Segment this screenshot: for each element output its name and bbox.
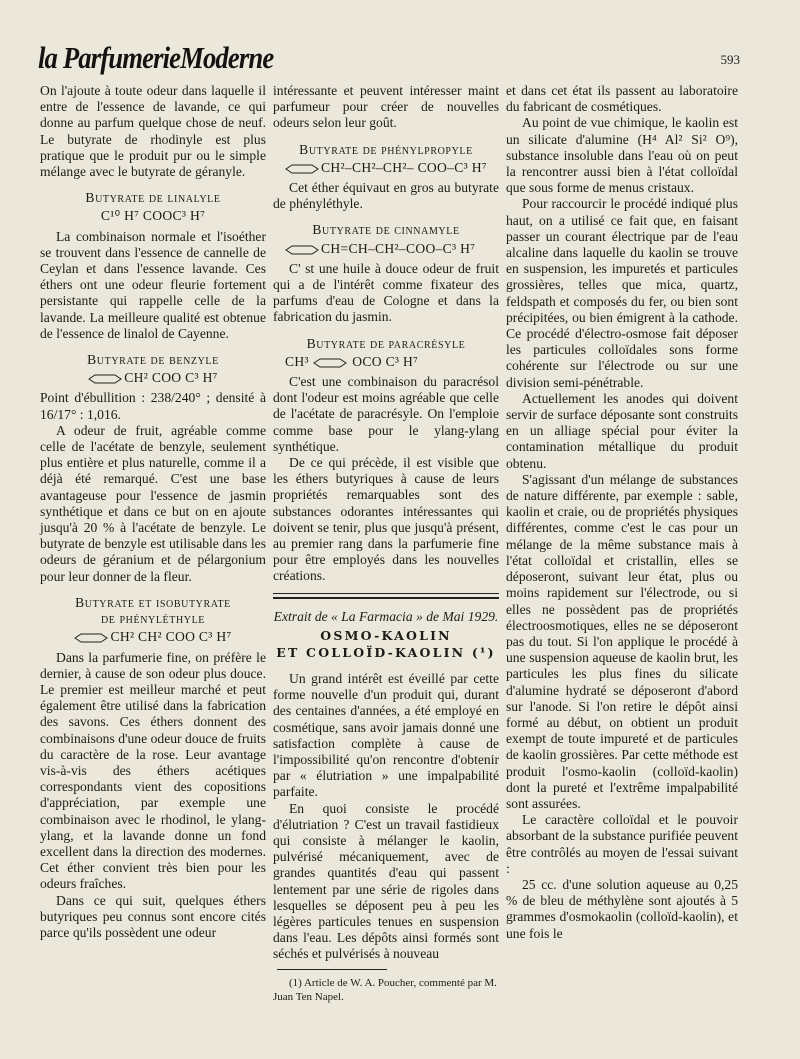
column-1 (40, 83, 266, 941)
benzene-ring-icon (285, 245, 319, 255)
column-3 (506, 83, 738, 942)
column-2 (273, 83, 499, 1004)
paragraph: Dans ce qui suit, quelques éthers butyriques peu connus sont encore cités parce qu'ils possèdent une odeur (40, 892, 266, 940)
benzene-ring-icon (74, 633, 108, 643)
paragraph: C'est une combinaison du paracrésol dont l'odeur est moins agréable que celle de l'acétate de paracrésyle. On l'emploie comme base pour le ylang-ylang synthétique. (273, 374, 499, 454)
paragraph: Au point de vue chimique, le kaolin est un silicate d'alumine (H⁴ Al² Si² O⁹), substance insoluble dans l'eau où on peut la rencontrer aussi bien à l'état colloïdal que sous forme de menus cristaux. (506, 115, 738, 196)
section-heading: Butyrate et isobutyrate (75, 594, 231, 610)
paragraph: En quoi consiste le procédé d'élutriation ? C'est un travail fastidieux qui consiste à mélanger le kaolin, pulvérisé mécaniquement, avec de grandes quantités d'eau qui passent lentement par une série de rigoles dans lesquelles se déposent peu à peu les légères particules tenues en suspension dans l'eau. Les dépôts ainsi formés sont séchés et pulvérisés à nouveau (273, 800, 499, 962)
chemical-formula-row (273, 241, 499, 257)
paragraph: Un grand intérêt est éveillé par cette forme nouvelle d'un produit qui, durant des centaines d'années, a été employé en cosmétique, sans avoir jamais donné une satisfaction complète à cause de l'impossibilité qu'on rencontre d'obtenir par « élutriation » une impalpabilité parfaite. (273, 670, 499, 800)
article-title (273, 627, 499, 661)
paragraph: A odeur de fruit, agréable comme celle de l'acétate de benzyle, seulement plus entière et plus naturelle, comme il a déjà été remarqué. C'est une base avantageuse pour l'essence de jasmin synthétique et dans ce but on en ajoute jusqu'à 20 % à l'acétate de benzyle. Le butyrate de benzyle est utilisable dans les odeurs de géranium et de pélargonium pour leur donner de la fleur. (40, 422, 266, 584)
chemical-formula: CH=CH–CH²–COO–C³ H⁷ (321, 240, 476, 256)
paragraph: Dans la parfumerie fine, on préfère le dernier, à cause de son odeur plus douce. Le premier est meilleur marché et peut également être utilisé dans la fabrication des savons. Ces éthers donnent des combinaisons d'une odeur douce de fruits du caractère de la rose. Leur avantage vis-à-vis des éthers acétiques correspondants vient des copositions d'appréciation, par exemple une combinaison avec le rhodinol, le ylang-ylang, et la lavande donne un fond excellent dans la direction des modernes. Cet éther convient très bien pour les odeurs fraîches. (40, 649, 266, 892)
benzene-ring-icon (88, 374, 122, 384)
section-heading: Butyrate de benzyle (87, 352, 219, 368)
paragraph: S'agissant d'un mélange de substances de nature différente, par exemple : sable, kaolin et craie, ou de propriétés physiques différentes, comme c'est le cas pour un mélange de la même substance mais à l'état colloïdal et cristallin, elles se déposeront, suivant leur état, plus ou moins rapidement sur l'électrode, ou si elles ne possèdent pas de propriétés électroosmotiques, elles ne se déposeront pas du tout. Si l'on applique le procédé à une suspension aqueuse de kaolin brut, les particules les plus fines du silicate d'alumine hydraté se déposeront d'abord sur l'anode. Si l'on retire le dépôt ainsi formé au début, on obtient un produit exempt de toute impureté et de particules de kaolin grossières. Par cette méthode est produit l'osmo-kaolin (colloïd-kaolin) dont la pureté et l'extrême impalpabilité sont assurées. (506, 471, 738, 811)
paragraph: Point d'ébullition : 238/240° ; densité à 16/17° : 1,016. (40, 390, 266, 422)
chemical-formula-row (273, 354, 499, 370)
chemical-formula: CH²–CH²–CH²– COO–C³ H⁷ (321, 159, 487, 175)
paragraph: et dans cet état ils passent au laboratoire du fabricant de cosmétiques. (506, 83, 738, 115)
paragraph: intéressante et peuvent intéresser maint parfumeur pour créer de nouvelles odeurs selon leur goût. (273, 83, 499, 131)
chemical-formula-row (273, 160, 499, 176)
benzene-ring-icon (285, 164, 319, 174)
paragraph: Pour raccourcir le procédé indiqué plus haut, on a utilisé ce fait que, en faisant passer un courant électrique par de l'eau alcaline dans laquelle du kaolin se trouve en suspension, les impuretés et particules grossières, telles que mica, quartz, feldspath et composés du fer, ou bien sont précipitées, ou bien émigrent à la cathode. Ce procédé d'électro-osmose fait déposer les particules colloïdales sons forme cohérente sur l'électrode ou sur une division semi-pénétrable. (506, 196, 738, 390)
masthead-logo: la ParfumerieModerne (38, 40, 274, 75)
paragraph: Le caractère colloïdal et le pouvoir absorbant de la substance purifiée peuvent être contrôlés au moyen de l'essai suivant : (506, 812, 738, 876)
section-heading: Butyrate de paracrésyle (306, 335, 466, 351)
paragraph: On l'ajoute à toute odeur dans laquelle il entre de l'essence de lavande, ce qui donne au parfum quelque chose de neuf. Le butyrate de rhodinyle est plus pratique que le produit pur ou le simple mélange avec le butyrate de géranyle. (40, 83, 266, 180)
chemical-formula-row (40, 629, 266, 645)
article-title-line: ET COLLOÏD-KAOLIN (¹) (276, 644, 496, 660)
paragraph: C' st une huile à douce odeur de fruit qui a de l'intérêt comme fixateur des parfums d'eau de Cologne et dans la fabrication du jasmin. (273, 260, 499, 325)
paragraph: La combinaison normale et l'isoéther se trouvent dans l'essence de cannelle de Ceylan et dans l'essence lavande. Ces éthers ont une odeur fleurie fortement persistante qui rappelle celle de la lavande. La meilleure qualité est obtenue de l'essence de linalol de Cayenne. (40, 228, 266, 341)
divider (273, 597, 499, 599)
paragraph: Actuellement les anodes qui doivent servir de surface déposante sont construits en un alliage spécial pour éviter la contamination métallique du produit obtenu. (506, 390, 738, 471)
page-number: 593 (720, 52, 740, 67)
section-heading: de phényléthyle (100, 611, 206, 627)
chemical-formula: CH² CH² COO C³ H⁷ (110, 629, 232, 645)
chemical-formula: C¹⁰ H⁷ COOC³ H⁷ (100, 208, 206, 224)
footnote: (1) Article de W. A. Poucher, commenté par M. Juan Ten Napel. (273, 976, 497, 1003)
extract-source: Extrait de « La Farmacia » de Mai 1929. (273, 608, 499, 624)
chemical-formula-row (40, 370, 266, 386)
section-heading: Butyrate de cinnamyle (312, 222, 460, 238)
footnote-divider (277, 969, 387, 970)
divider (273, 593, 499, 594)
chemical-formula: OCO C³ H⁷ (352, 353, 419, 369)
article-title-line: OSMO-KAOLIN (320, 627, 452, 643)
paragraph: De ce qui précède, il est visible que les éthers butyriques à cause de leurs propriétés remarquables sont des substances odorantes intéressantes qui doivent se tenir, plus que jusqu'à présent, au premier rang dans la parfumerie fine pour être employés dans les nouvelles créations. (273, 455, 499, 584)
paragraph: 25 cc. d'une solution aqueuse au 0,25 % de bleu de méthylène sont ajoutés à 5 grammes d'osmokaolin (colloïd-kaolin), et une fois le (506, 876, 738, 941)
paragraph: Cet éther équivaut en gros au butyrate de phényléthyle. (273, 180, 499, 212)
section-heading: Butyrate de linalyle (85, 190, 221, 206)
chemical-formula: CH³ (285, 353, 309, 369)
benzene-ring-icon (313, 358, 347, 368)
chemical-formula: CH² COO C³ H⁷ (124, 370, 218, 386)
section-heading: Butyrate de phénylpropyle (299, 141, 473, 157)
